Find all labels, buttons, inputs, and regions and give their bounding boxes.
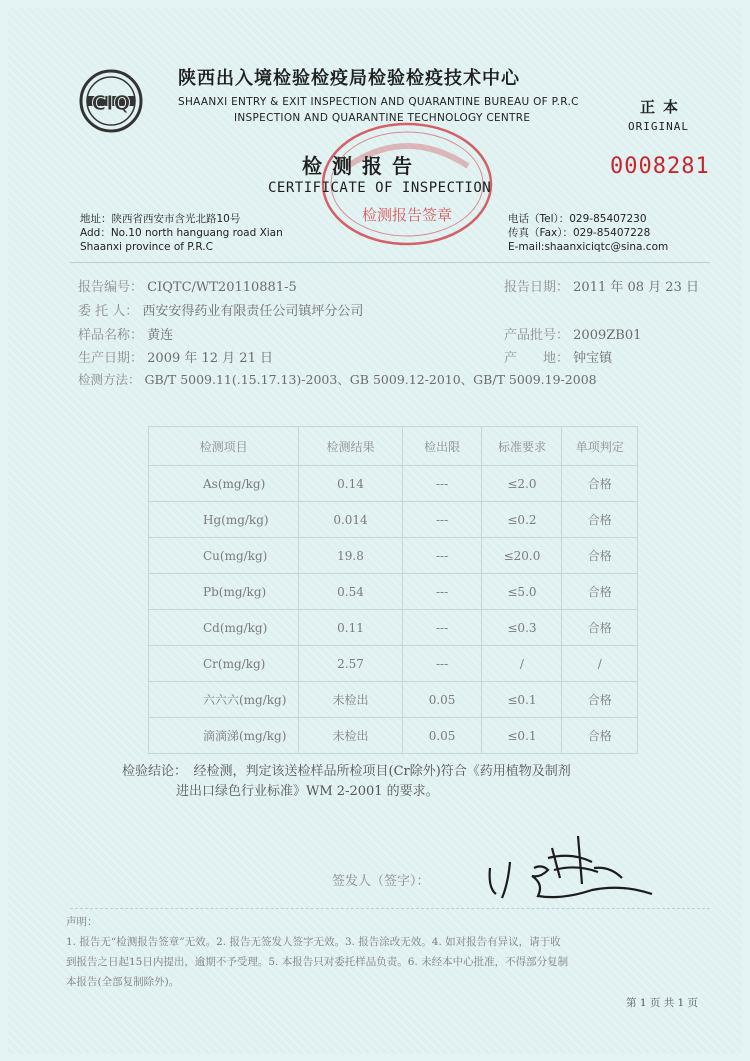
origin-field — [504, 347, 612, 366]
cell-judgement: / — [562, 646, 638, 682]
conclusion — [122, 762, 662, 802]
notes-heading: 声明： — [66, 916, 98, 928]
table-row — [149, 538, 638, 574]
cell-limit: --- — [402, 538, 482, 574]
method-label: 检测方法： — [78, 372, 141, 387]
col-header-item: 检测项目 — [149, 427, 299, 466]
results-table — [148, 426, 638, 754]
title-en: CERTIFICATE OF INSPECTION — [268, 180, 492, 196]
col-header-judgement: 单项判定 — [562, 427, 638, 466]
table-header-row — [149, 427, 638, 466]
contact-block — [508, 212, 668, 254]
cell-result: 未检出 — [299, 718, 402, 754]
batch-label: 产品批号： — [504, 328, 570, 343]
cell-standard: ≤0.3 — [482, 610, 562, 646]
address-block — [80, 212, 283, 254]
org-name-en-line1: SHAANXI ENTRY & EXIT INSPECTION AND QUARANTINE BUREAU OF P.R.C — [178, 96, 579, 108]
col-header-limit: 检出限 — [402, 427, 482, 466]
client-field — [78, 300, 363, 319]
table-row — [149, 502, 638, 538]
fax: 传真（Fax）：029-85407228 — [508, 227, 651, 239]
notes-line1: 1. 报告无“检测报告签章”无效。2. 报告无签发人签字无效。3. 报告涂改无效。4. 如对报告有异议，请于收 — [66, 936, 561, 948]
method-field — [78, 370, 597, 388]
production-date-label: 生产日期： — [78, 351, 144, 366]
notes-line3: 本报告(全部复制除外)。 — [66, 976, 180, 988]
cell-result: 0.11 — [299, 610, 402, 646]
cell-judgement: 合格 — [562, 718, 638, 754]
sample: 黄连 — [147, 328, 174, 343]
cell-standard: ≤20.0 — [482, 538, 562, 574]
origin-label: 产 地： — [504, 351, 570, 366]
table-row — [149, 682, 638, 718]
logo-text: CIQ — [91, 91, 131, 115]
signer-label: 签发人（签字）： — [332, 874, 430, 889]
email: E-mail:shaanxiciqtc@sina.com — [508, 241, 669, 253]
cell-standard: / — [482, 646, 562, 682]
address-en-line1: Add：No.10 north hanguang road Xian — [80, 227, 283, 239]
sample-field — [78, 324, 173, 343]
client: 西安安得药业有限责任公司镇坪分公司 — [142, 304, 364, 319]
cell-limit: --- — [402, 646, 482, 682]
cell-standard: ≤5.0 — [482, 574, 562, 610]
table-row — [149, 646, 638, 682]
cell-result: 19.8 — [299, 538, 402, 574]
table-row — [149, 718, 638, 754]
cell-judgement: 合格 — [562, 466, 638, 502]
cell-standard: ≤0.1 — [482, 682, 562, 718]
page-number: 第 1 页 共 1 页 — [626, 997, 699, 1009]
cell-item: Cd(mg/kg) — [149, 610, 299, 646]
cell-item: Pb(mg/kg) — [149, 574, 299, 610]
cell-item: 六六六(mg/kg) — [149, 682, 299, 718]
cell-judgement: 合格 — [562, 610, 638, 646]
notes-line2: 到报告之日起15日内提出，逾期不予受理。5. 本报告只对委托样品负责。6. 未经本中心批准，不得部分复制 — [66, 956, 569, 968]
conclusion-line2: 进出口绿色行业标准》WM 2-2001 的要求。 — [176, 784, 439, 799]
cell-standard: ≤0.1 — [482, 718, 562, 754]
col-header-standard: 标准要求 — [482, 427, 562, 466]
origin: 钟宝镇 — [573, 351, 613, 366]
cell-standard: ≤0.2 — [482, 502, 562, 538]
cell-result: 0.014 — [299, 502, 402, 538]
cell-item: 滴滴涕(mg/kg) — [149, 718, 299, 754]
cell-judgement: 合格 — [562, 502, 638, 538]
title-cn: 检测报告 — [302, 154, 422, 178]
cell-limit: --- — [402, 610, 482, 646]
batch-field — [504, 324, 641, 343]
cell-judgement: 合格 — [562, 682, 638, 718]
col-header-result: 检测结果 — [299, 427, 402, 466]
cell-limit: --- — [402, 466, 482, 502]
sample-label: 样品名称： — [78, 328, 144, 343]
batch: 2009ZB01 — [573, 328, 642, 343]
production-date: 2009 年 12 月 21 日 — [147, 351, 273, 366]
cell-limit: 0.05 — [402, 718, 482, 754]
table-row — [149, 466, 638, 502]
report-number: CIQTC/WT20110881-5 — [147, 280, 297, 295]
cell-item: Cu(mg/kg) — [149, 538, 299, 574]
org-name-cn: 陕西出入境检验检疫局检验检疫技术中心 — [178, 68, 520, 89]
original-label-cn: 正本 — [640, 98, 687, 116]
cell-limit: --- — [402, 502, 482, 538]
report-number-label: 报告编号： — [78, 280, 144, 295]
signature-icon — [482, 828, 662, 908]
ciq-logo-icon — [78, 68, 144, 134]
cell-standard: ≤2.0 — [482, 466, 562, 502]
address-en-line2: Shaanxi province of P.R.C — [80, 241, 213, 253]
divider — [70, 262, 710, 263]
cell-result: 0.54 — [299, 574, 402, 610]
cell-result: 未检出 — [299, 682, 402, 718]
table-row — [149, 574, 638, 610]
telephone: 电话（Tel）：029-85407230 — [508, 213, 647, 225]
cell-limit: --- — [402, 574, 482, 610]
address-cn: 地址：陕西省西安市含光北路10号 — [80, 213, 241, 225]
report-number-field — [78, 276, 297, 295]
cell-limit: 0.05 — [402, 682, 482, 718]
table-row — [149, 610, 638, 646]
cell-judgement: 合格 — [562, 574, 638, 610]
cell-item: Cr(mg/kg) — [149, 646, 299, 682]
report-date: 2011 年 08 月 23 日 — [573, 280, 699, 295]
production-date-field — [78, 347, 273, 366]
notes-block — [66, 912, 716, 992]
serial-number: 0008281 — [610, 154, 710, 179]
report-date-field — [504, 276, 699, 295]
client-label: 委 托 人： — [78, 304, 139, 319]
cell-item: Hg(mg/kg) — [149, 502, 299, 538]
cell-item: As(mg/kg) — [149, 466, 299, 502]
stamp-text: 检测报告签章 — [361, 206, 453, 224]
cell-judgement: 合格 — [562, 538, 638, 574]
original-label-en: ORIGINAL — [628, 120, 689, 133]
cell-result: 2.57 — [299, 646, 402, 682]
cell-result: 0.14 — [299, 466, 402, 502]
notes-divider — [70, 908, 710, 909]
conclusion-line1: 检验结论： 经检测，判定该送检样品所检项目(Cr除外)符合《药用植物及制剂 — [122, 764, 571, 779]
report-date-label: 报告日期： — [504, 280, 570, 295]
org-name-en-line2: INSPECTION AND QUARANTINE TECHNOLOGY CENTRE — [234, 112, 531, 124]
method: GB/T 5009.11(.15.17.13)-2003、GB 5009.12-2010、GB/T 5009.19-2008 — [144, 372, 597, 387]
